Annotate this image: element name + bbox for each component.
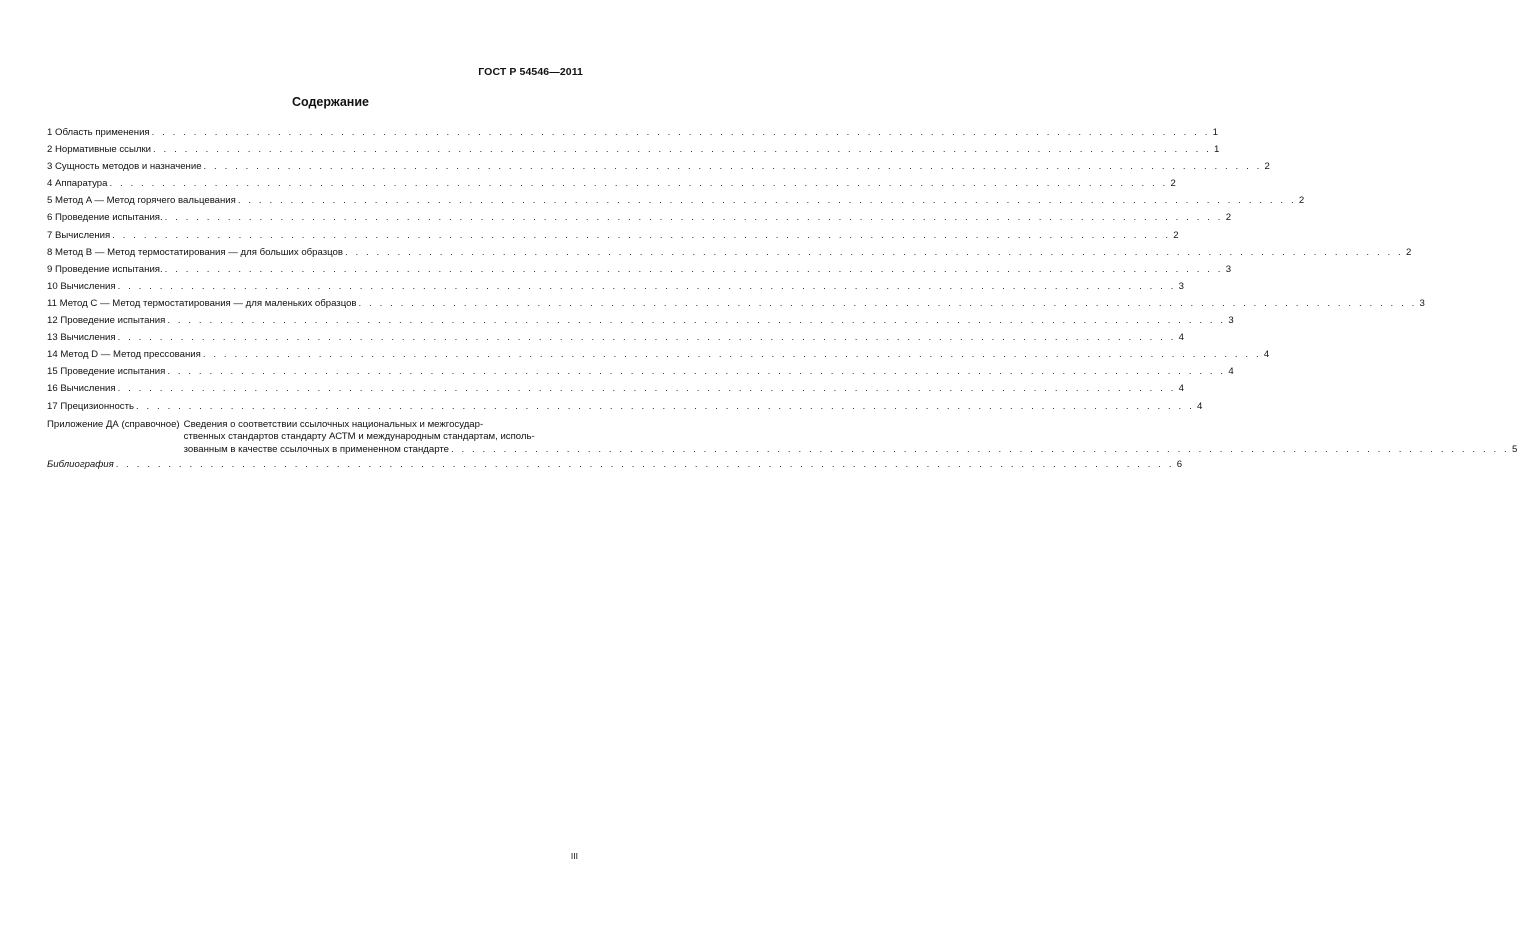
table-of-contents <box>47 127 1517 476</box>
toc-entry[interactable] <box>47 383 1184 400</box>
toc-entry-label: 5 Метод A — Метод горячего вальцевания <box>47 195 236 207</box>
appendix-title-line: ственных стандартов стандарту АСТМ и международным стандартам, исполь- <box>183 431 535 443</box>
appendix-title-line: зованным в качестве ссылочных в примененном стандарте <box>183 443 449 455</box>
toc-entry[interactable] <box>47 195 1305 212</box>
toc-entry-page: 2 <box>1173 229 1179 241</box>
toc-entry[interactable] <box>47 161 1270 178</box>
toc-entry-page: 4 <box>1263 349 1270 361</box>
toc-entry-page: 2 <box>1170 178 1176 190</box>
toc-leader-dots: . . . . . . . . . . . . . . . . . . . . . . . . . . . . . . . . . . . . . . . . . . . . . . . . . . . . . . . . . . . . . . . . . . . . . . . . . . . . . . . . . . . . . . . . . . . . . . . . . . . . . <box>117 332 1176 344</box>
toc-entry[interactable] <box>47 144 1220 161</box>
toc-entry-page: 3 <box>1178 280 1184 292</box>
toc-entry-page: 2 <box>1225 212 1232 224</box>
toc-leader-dots: . . . . . . . . . . . . . . . . . . . . . . . . . . . . . . . . . . . . . . . . . . . . . . . . . . . . . . . . . . . . . . . . . . . . . . . . . . . . . . . . . . . . . . . . . . . . . . . . . . . . . <box>237 195 1297 207</box>
toc-entry[interactable] <box>47 212 1232 229</box>
toc-entry[interactable] <box>47 297 1425 315</box>
toc-leader-dots: . . . . . . . . . . . . . . . . . . . . . . . . . . . . . . . . . . . . . . . . . . . . . . . . . . . . . . . . . . . . . . . . . . . . . . . . . . . . . . . . . . . . . . . . . . . . . . . . . . . . . <box>344 246 1404 258</box>
toc-entry-label: 3 Сущность методов и назначение <box>47 161 202 173</box>
toc-entry-page: 2 <box>1298 195 1305 207</box>
toc-entry-label: 13 Вычисления <box>47 332 116 344</box>
toc-entry-page: 2 <box>1405 246 1412 258</box>
toc-leader-dots: . . . . . . . . . . . . . . . . . . . . . . . . . . . . . . . . . . . . . . . . . . . . . . . . . . . . . . . . . . . . . . . . . . . . . . . . . . . . . . . . . . . . . . . . . . . . . . . . . . . . . <box>358 297 1417 309</box>
toc-entry-label: 12 Проведение испытания <box>47 315 166 327</box>
toc-leader-dots: . . . . . . . . . . . . . . . . . . . . . . . . . . . . . . . . . . . . . . . . . . . . . . . . . . . . . . . . . . . . . . . . . . . . . . . . . . . . . . . . . . . . . . . . . . . . . . . . . . . . . <box>109 178 1168 190</box>
toc-leader-dots: . . . . . . . . . . . . . . . . . . . . . . . . . . . . . . . . . . . . . . . . . . . . . . . . . . . . . . . . . . . . . . . . . . . . . . . . . . . . . . . . . . . . . . . . . . . . . . . . . . . . . <box>153 144 1212 156</box>
toc-leader-dots: . . . . . . . . . . . . . . . . . . . . . . . . . . . . . . . . . . . . . . . . . . . . . . . . . . . . . . . . . . . . . . . . . . . . . . . . . . . . . . . . . . . . . . . . . . . . . . . . . . . . . <box>450 443 1510 455</box>
toc-entry[interactable] <box>47 332 1184 349</box>
toc-entry-label: Библиография <box>47 458 114 470</box>
toc-entry-page: 1 <box>1214 144 1220 156</box>
toc-entry[interactable] <box>47 178 1176 195</box>
toc-entry-page: 4 <box>1178 332 1184 344</box>
toc-entry[interactable] <box>47 280 1184 298</box>
appendix-title-line: Сведения о соответствии ссылочных национальных и межгосудар- <box>183 418 484 430</box>
toc-entry-page: 1 <box>1212 127 1218 138</box>
toc-entry[interactable] <box>47 400 1203 418</box>
toc-bibliography-entry[interactable] <box>47 458 1183 476</box>
toc-leader-dots: . . . . . . . . . . . . . . . . . . . . . . . . . . . . . . . . . . . . . . . . . . . . . . . . . . . . . . . . . . . . . . . . . . . . . . . . . . . . . . . . . . . . . . . . . . . . . . . . . . . . . <box>167 315 1226 327</box>
toc-entry[interactable] <box>47 263 1232 281</box>
page-number: III <box>570 851 578 861</box>
toc-entry-label: 4 Аппаратура <box>47 178 108 190</box>
toc-leader-dots: . . . . . . . . . . . . . . . . . . . . . . . . . . . . . . . . . . . . . . . . . . . . . . . . . . . . . . . . . . . . . . . . . . . . . . . . . . . . . . . . . . . . . . . . . . . . . . . . . . . . . <box>115 458 1175 470</box>
toc-leader-dots: . . . . . . . . . . . . . . . . . . . . . . . . . . . . . . . . . . . . . . . . . . . . . . . . . . . . . . . . . . . . . . . . . . . . . . . . . . . . . . . . . . . . . . . . . . . . . . . . . . . . . <box>117 280 1176 292</box>
toc-entry-label: 14 Метод D — Метод прессования <box>47 349 201 361</box>
toc-entry-page: 3 <box>1228 315 1234 327</box>
toc-leader-dots: . . . . . . . . . . . . . . . . . . . . . . . . . . . . . . . . . . . . . . . . . . . . . . . . . . . . . . . . . . . . . . . . . . . . . . . . . . . . . . . . . . . . . . . . . . . . . . . . . . . . . <box>151 127 1210 138</box>
toc-entry[interactable] <box>47 127 1218 144</box>
toc-appendix-entry[interactable] <box>47 418 1517 459</box>
toc-entry-label: 8 Метод B — Метод термостатирования — для больших образцов <box>47 246 343 258</box>
toc-entry-label: 9 Проведение испытания. <box>47 263 163 275</box>
toc-entry-label: 6 Проведение испытания. <box>47 212 163 224</box>
toc-entry[interactable] <box>47 315 1234 332</box>
toc-leader-dots: . . . . . . . . . . . . . . . . . . . . . . . . . . . . . . . . . . . . . . . . . . . . . . . . . . . . . . . . . . . . . . . . . . . . . . . . . . . . . . . . . . . . . . . . . . . . . . . . . . . . . <box>135 400 1195 412</box>
toc-entry-page: 2 <box>1264 161 1270 173</box>
toc-entry-page: 4 <box>1228 366 1234 378</box>
toc-leader-dots: . . . . . . . . . . . . . . . . . . . . . . . . . . . . . . . . . . . . . . . . . . . . . . . . . . . . . . . . . . . . . . . . . . . . . . . . . . . . . . . . . . . . . . . . . . . . . . . . . . . . . <box>112 229 1171 241</box>
appendix-prefix: Приложение ДА (справочное) <box>47 418 180 430</box>
toc-entry-page: 4 <box>1197 400 1203 412</box>
toc-title: Содержание <box>291 95 369 109</box>
toc-entry-label: 16 Вычисления <box>47 383 116 395</box>
toc-entry[interactable] <box>47 246 1412 264</box>
toc-entry[interactable] <box>47 366 1234 383</box>
toc-entry[interactable] <box>47 349 1270 366</box>
toc-entry-page: 3 <box>1419 297 1425 309</box>
appendix-title <box>184 419 1517 457</box>
toc-entry[interactable] <box>47 229 1179 247</box>
toc-leader-dots: . . . . . . . . . . . . . . . . . . . . . . . . . . . . . . . . . . . . . . . . . . . . . . . . . . . . . . . . . . . . . . . . . . . . . . . . . . . . . . . . . . . . . . . . . . . . . . . . . . . . . <box>167 366 1226 378</box>
toc-entry-page: 4 <box>1178 383 1184 395</box>
toc-entry-label: 11 Метод C — Метод термостатирования — для маленьких образцов <box>47 297 357 309</box>
toc-entry-label: 15 Проведение испытания <box>47 366 166 378</box>
toc-leader-dots: . . . . . . . . . . . . . . . . . . . . . . . . . . . . . . . . . . . . . . . . . . . . . . . . . . . . . . . . . . . . . . . . . . . . . . . . . . . . . . . . . . . . . . . . . . . . . . . . . . . . . <box>164 263 1224 275</box>
toc-entry-page: 3 <box>1225 263 1232 275</box>
toc-leader-dots: . . . . . . . . . . . . . . . . . . . . . . . . . . . . . . . . . . . . . . . . . . . . . . . . . . . . . . . . . . . . . . . . . . . . . . . . . . . . . . . . . . . . . . . . . . . . . . . . . . . . . <box>203 161 1262 173</box>
toc-entry-page: 5 <box>1511 443 1517 455</box>
toc-entry-label: 1 Область применения <box>47 127 150 138</box>
toc-entry-label: 2 Нормативные ссылки <box>47 144 152 156</box>
toc-entry-label: 17 Прецизионность <box>47 400 134 412</box>
toc-leader-dots: . . . . . . . . . . . . . . . . . . . . . . . . . . . . . . . . . . . . . . . . . . . . . . . . . . . . . . . . . . . . . . . . . . . . . . . . . . . . . . . . . . . . . . . . . . . . . . . . . . . . . <box>202 349 1262 361</box>
toc-leader-dots: . . . . . . . . . . . . . . . . . . . . . . . . . . . . . . . . . . . . . . . . . . . . . . . . . . . . . . . . . . . . . . . . . . . . . . . . . . . . . . . . . . . . . . . . . . . . . . . . . . . . . <box>164 212 1224 224</box>
toc-entry-label: 10 Вычисления <box>47 280 116 292</box>
toc-entry-page: 6 <box>1176 458 1183 470</box>
toc-entry-label: 7 Вычисления <box>47 229 111 241</box>
toc-leader-dots: . . . . . . . . . . . . . . . . . . . . . . . . . . . . . . . . . . . . . . . . . . . . . . . . . . . . . . . . . . . . . . . . . . . . . . . . . . . . . . . . . . . . . . . . . . . . . . . . . . . . . <box>117 383 1176 395</box>
appendix-last-line <box>184 444 1517 457</box>
document-code: ГОСТ Р 54546—2011 <box>478 66 583 78</box>
